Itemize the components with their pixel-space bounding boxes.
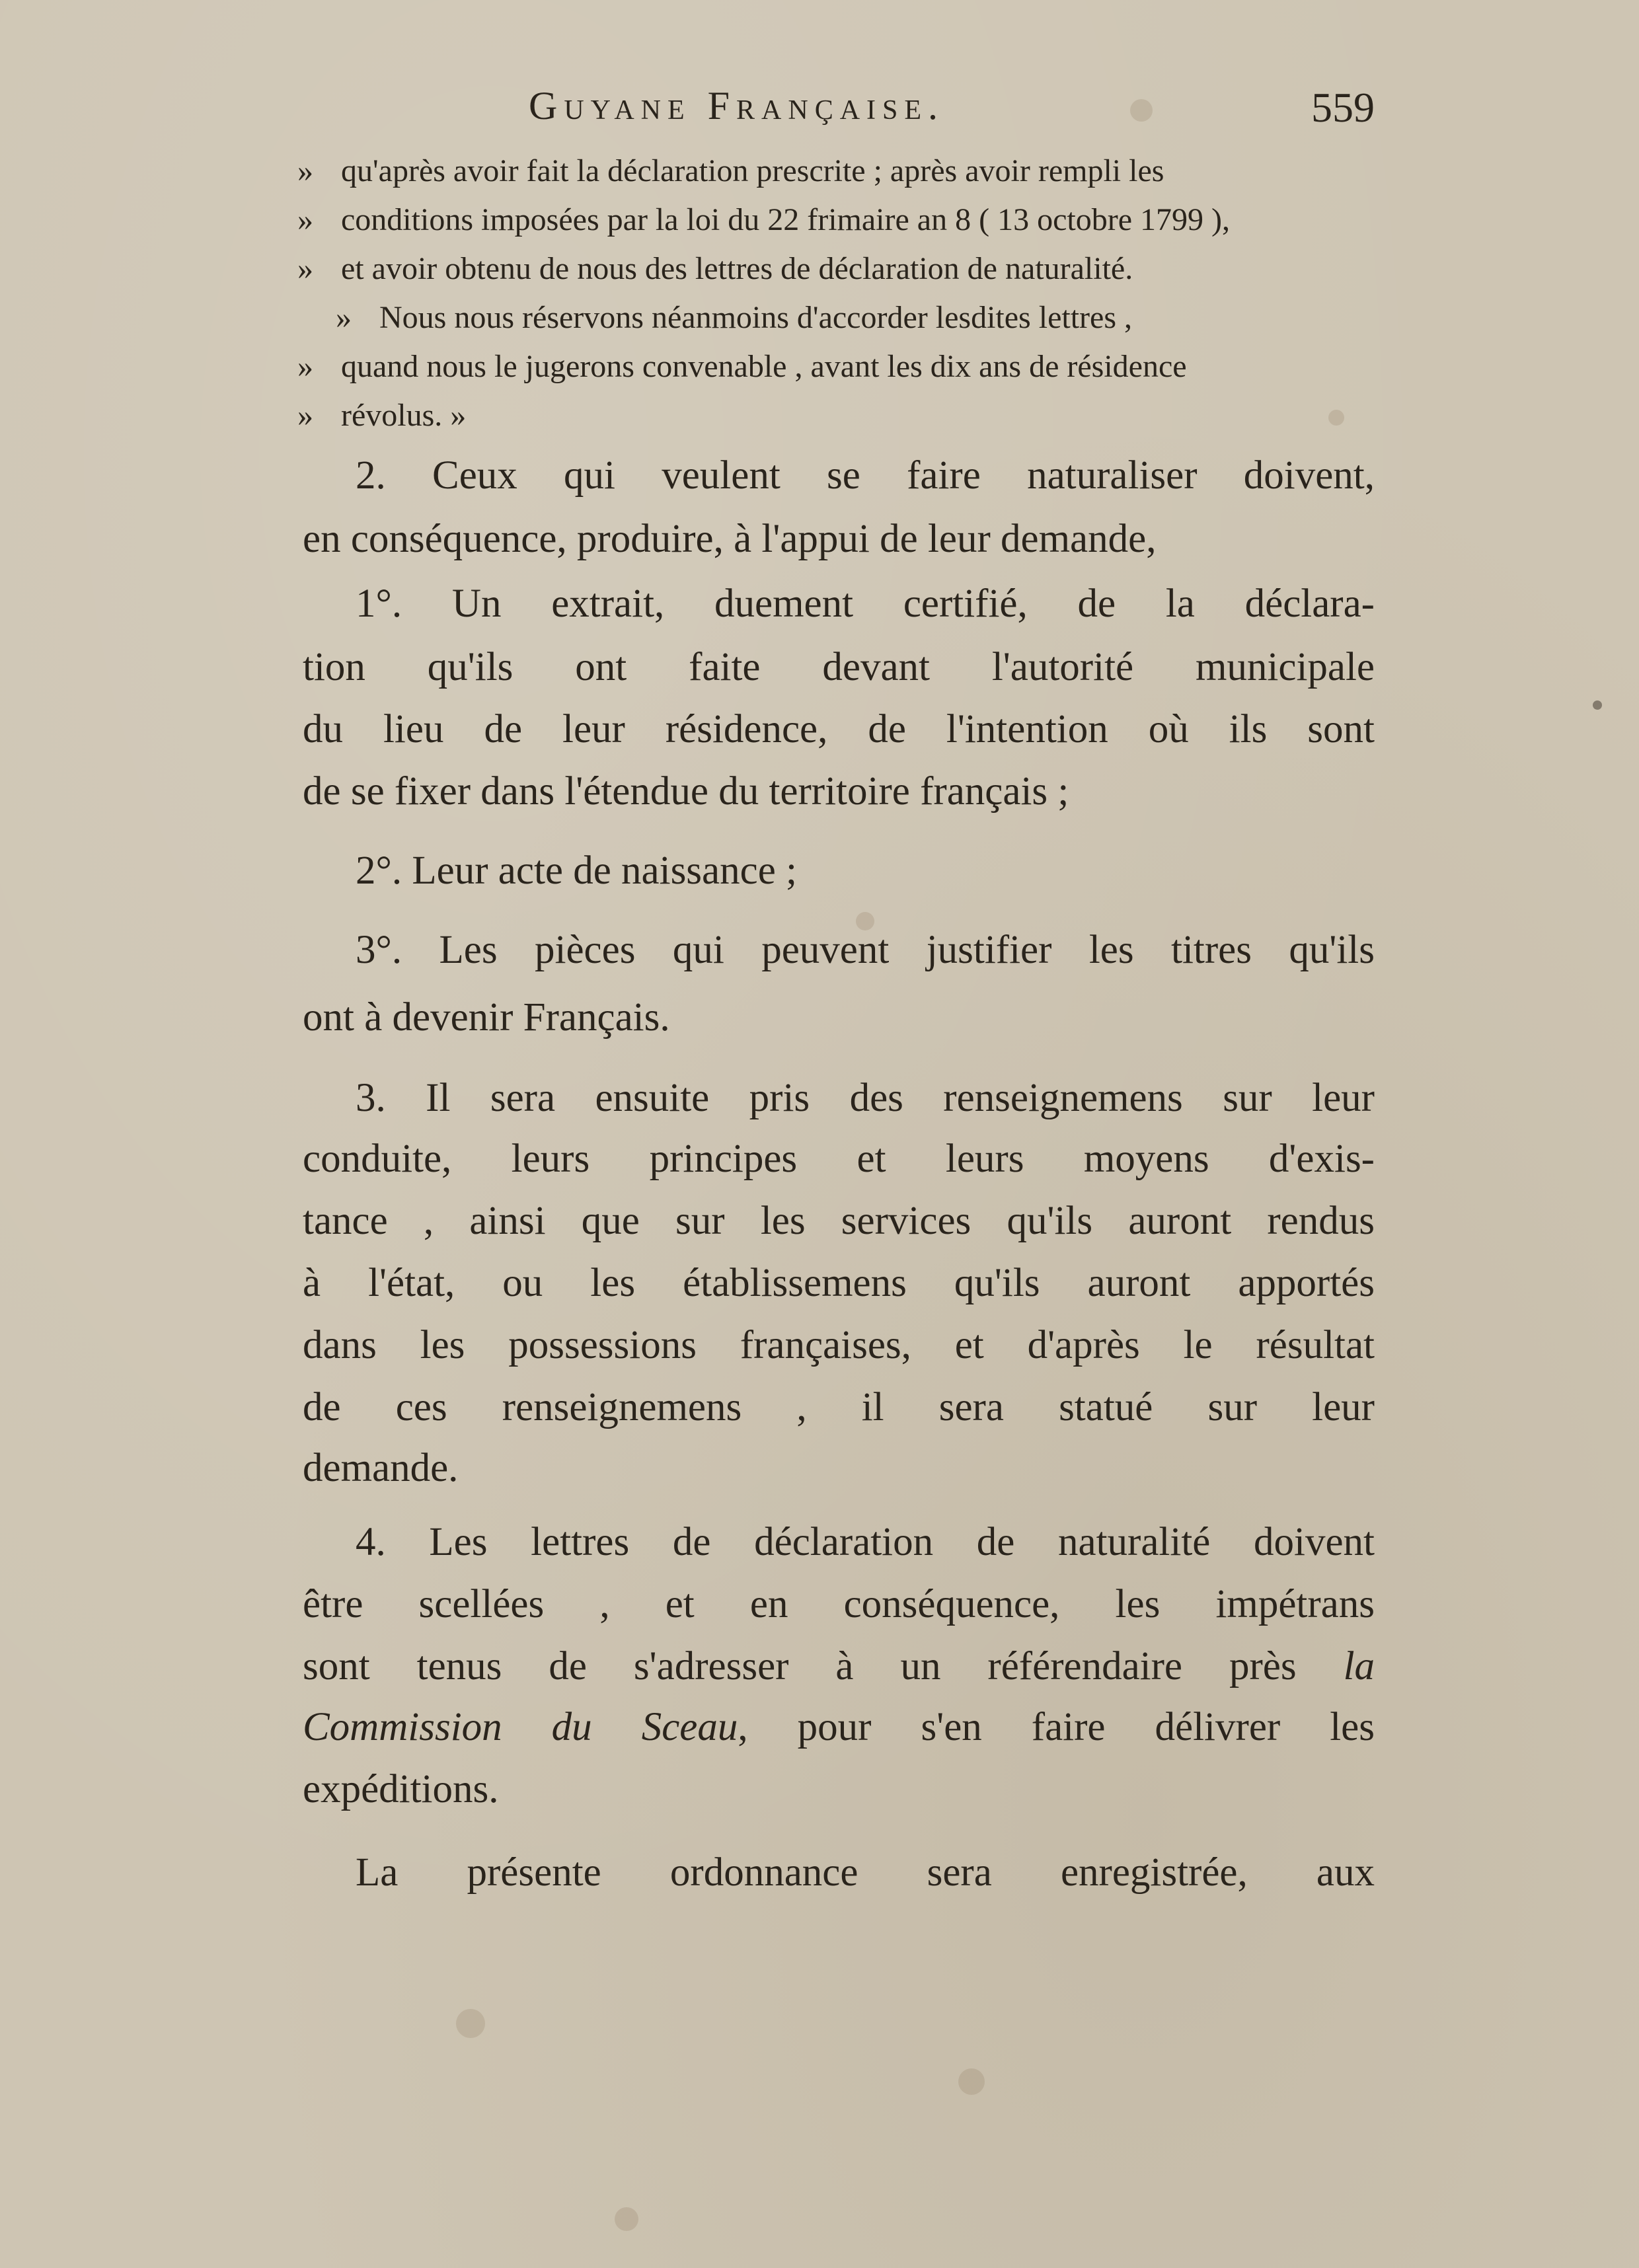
quote-line: » quand nous le jugerons convenable , avant les dix ans de résidence: [297, 342, 1375, 391]
text-line: 1°. Un extrait, duement certifié, de la déclara-: [356, 582, 1375, 626]
quote-mark: »: [297, 153, 313, 188]
text-line: en conséquence, produire, à l'appui de leur demande,: [303, 517, 1157, 561]
text-line: 2. Ceux qui veulent se faire naturaliser doivent,: [356, 453, 1375, 498]
foxing-spot: [615, 2207, 638, 2231]
text-line: demande.: [303, 1446, 459, 1490]
quote-line: » révolus. »: [297, 391, 1375, 440]
foxing-spot: [456, 2009, 485, 2038]
quote-mark: »: [297, 398, 313, 433]
italic-text: la: [1343, 1644, 1375, 1688]
text-line: ont à devenir Français.: [303, 995, 670, 1040]
foxing-spot: [958, 2068, 985, 2095]
quote-line: » qu'après avoir fait la déclaration prescrite ; après avoir rempli les: [297, 147, 1375, 196]
text-line: La présente ordonnance sera enregistrée, aux: [356, 1850, 1375, 1895]
quote-line: » et avoir obtenu de nous des lettres de déclaration de naturalité.: [297, 245, 1375, 293]
text-line: tion qu'ils ont faite devant l'autorité municipale: [303, 645, 1375, 689]
running-title: Guyane Française.: [529, 84, 945, 128]
text-line: 4. Les lettres de déclaration de naturalité doivent: [356, 1520, 1375, 1564]
text-line: tance , ainsi que sur les services qu'ils auront rendus: [303, 1199, 1375, 1243]
text-line: expéditions.: [303, 1767, 499, 1811]
page-header: [529, 83, 1375, 143]
italic-text: Commission du Sceau: [303, 1705, 738, 1749]
text-line: Commission du Sceau, pour s'en faire délivrer les: [303, 1705, 1375, 1749]
text-line: 2°. Leur acte de naissance ;: [356, 849, 797, 893]
quote-line: » conditions imposées par la loi du 22 frimaire an 8 ( 13 octobre 1799 ),: [297, 196, 1375, 245]
text-line: de ces renseignemens , il sera statué sur leur: [303, 1385, 1375, 1429]
page-number: 559: [1311, 84, 1375, 131]
text-line: dans les possessions françaises, et d'après le résultat: [303, 1323, 1375, 1367]
quote-mark: »: [336, 300, 352, 335]
text-line: 3. Il sera ensuite pris des renseignemens sur leur: [356, 1076, 1375, 1120]
ink-speck: [1593, 700, 1602, 710]
text-line: de se fixer dans l'étendue du territoire français ;: [303, 769, 1069, 813]
text-line: du lieu de leur résidence, de l'intention où ils sont: [303, 707, 1375, 751]
quote-mark: »: [297, 349, 313, 384]
text-line: conduite, leurs principes et leurs moyens d'exis-: [303, 1137, 1375, 1181]
quote-mark: »: [297, 202, 313, 237]
text-line: à l'état, ou les établissemens qu'ils auront apportés: [303, 1261, 1375, 1305]
text-line: être scellées , et en conséquence, les impétrans: [303, 1582, 1375, 1626]
quote-line: » Nous nous réservons néanmoins d'accorder lesdites lettres ,: [297, 293, 1375, 342]
quote-mark: »: [297, 251, 313, 286]
text-line: sont tenus de s'adresser à un référendaire près la: [303, 1644, 1375, 1688]
text-line: 3°. Les pièces qui peuvent justifier les titres qu'ils: [356, 928, 1375, 972]
